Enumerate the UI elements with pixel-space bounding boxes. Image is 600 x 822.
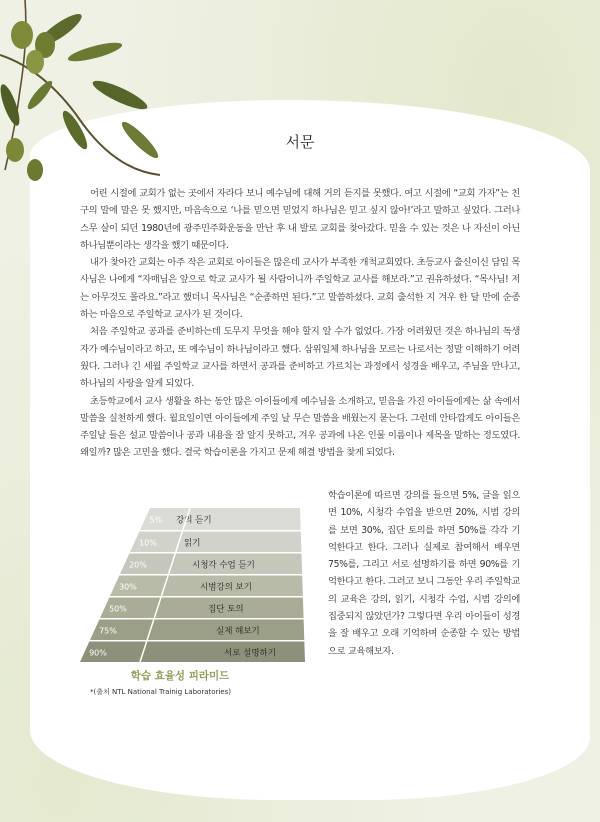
pyramid-label: 읽기 <box>184 538 201 549</box>
side-paragraph: 학습이론에 따르면 강의를 들으면 5%, 글을 읽으면 10%, 시청각 수업을 받으면 20%, 시범 강의를 보면 30%, 집단 토의를 하면 50%를 각각 기억한다고 한다. 그러나 실제로 참여해서 배우면 75%를, 그리고 서로 설명하기를 하면 90%를 기억한다고 한다. 그러고 보니 그동안 우리 주일학교의 교육은 강의, 읽기, 시청각 수업, 시범 강의에 집중되지 않았던가? 그렇다면 우리 아이들이 성경을 잘 배우고 오래 기억하며 순종할 수 있는 방법으로 교육해보자. <box>328 490 520 657</box>
page-title: 서문 <box>285 133 315 151</box>
pyramid-percent: 20% <box>129 560 147 570</box>
olive-branch-illustration <box>0 0 175 200</box>
pyramid-label: 집단 토의 <box>208 604 244 615</box>
pyramid-label: 시범강의 보기 <box>200 582 252 593</box>
pyramid-percent: 50% <box>109 604 127 614</box>
paragraph-3: 처음 주일학교 공과를 준비하는데 도무지 무엇을 해야 할지 알 수가 없었다. 가장 어려웠던 것은 하나님의 독생자가 예수님이라고 하고, 또 예수님이 하나님이라고 했다. 삼위일체 하나님을 모르는 나로서는 정말 이해하기 어려웠다. 그러나 긴 세월 주일학교 교사를 하면서 공과를 준비하고 가르치는 과정에서 성경을 배우고, 주님을 만나고, 하나님의 사랑을 알게 되었다. <box>80 326 520 390</box>
pyramid-percent: 5% <box>149 515 163 525</box>
pyramid-label: 서로 설명하기 <box>224 648 276 659</box>
pyramid-band <box>100 598 304 619</box>
pyramid-band <box>140 508 301 530</box>
pyramid-caption: 학습 효율성 피라미드 <box>130 670 230 682</box>
pyramid-label: 시청각 수업 듣기 <box>192 560 255 571</box>
pyramid-percent: 10% <box>139 538 157 548</box>
pyramid-percent: 75% <box>99 626 117 636</box>
paragraph-1: 어린 시절에 교회가 없는 곳에서 자라다 보니 예수님에 대해 거의 듣지를 못했다. 여고 시절에 “교회 가자”는 친구의 말에 말은 못 했지만, 마음속으로 ‘나를 믿으면 믿었지 하나님은 믿고 싶지 않아!’라고 말하고 싶었다. 그러나 스무 살이 되던 1980년에 광주민주화운동을 만난 후 내 발로 교회를 찾아갔다. 믿을 수 있는 것은 나 자신이 아닌 하나님뿐이라는 생각을 했기 때문이다. <box>80 188 520 251</box>
pyramid-percent: 90% <box>89 648 107 658</box>
paragraph-4: 초등학교에서 교사 생활을 하는 동안 많은 아이들에게 예수님을 소개하고, 믿음을 가진 아이들에게는 삶 속에서 말씀을 실천하게 했다. 월요일이면 아이들에게 주일 날 무슨 말씀을 배웠는지 묻는다. 그런데 안타깝게도 아이들은 주일날 들은 설교 말씀이나 공과 내용을 잘 알지 못하고, 겨우 공과에 나온 인물 이름이나 제목을 말하는 정도였다. 왜일까? 많은 고민을 했다. 결국 학습이론을 가지고 문제 해결 방법을 찾게 되었다. <box>80 395 520 459</box>
pyramid-band <box>90 620 304 641</box>
learning-pyramid <box>80 500 320 670</box>
pyramid-percent: 30% <box>119 582 137 592</box>
pyramid-label: 실제 해보기 <box>216 626 260 637</box>
paragraph-2: 내가 찾아간 교회는 아주 작은 교회로 아이들은 많은데 교사가 부족한 개척교회였다. 초등교사 출신이신 담임 목사님은 나에게 “자매님은 앞으로 학교 교사가 될 사람이니까 주일학교 교사를 해보라.”고 권유하셨다. “목사님! 저는 아무것도 몰라요.”라고 했더니 목사님은 “순종하면 된다.”고 말씀하셨다. 교회 출석한 지 겨우 한 달 만에 순종하는 마음으로 주일학교 교사가 된 것이다. <box>80 257 520 321</box>
pyramid-source: *(출처 NTL National Trainig Laboratories) <box>90 688 232 696</box>
pyramid-label: 강의 듣기 <box>176 515 212 526</box>
body-text <box>80 185 520 462</box>
